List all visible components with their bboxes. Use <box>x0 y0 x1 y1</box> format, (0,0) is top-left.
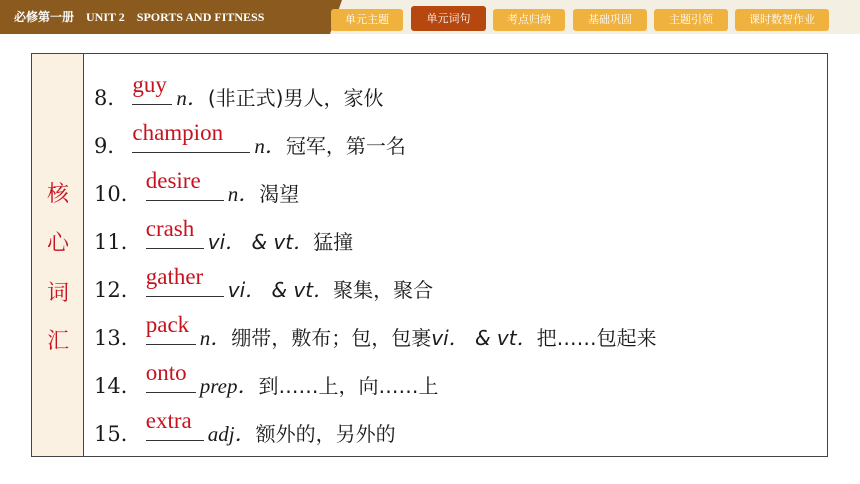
part-of-speech: vi． & vt． <box>207 230 314 254</box>
item-number: 11． <box>94 230 142 254</box>
answer-text: extra <box>145 408 192 433</box>
item-number: 15． <box>94 422 142 446</box>
answer-text: crash <box>145 216 195 241</box>
answer-blank <box>145 168 224 201</box>
part-of-speech: n． <box>176 86 208 110</box>
answer-blank <box>145 216 204 249</box>
part-of-speech: prep． <box>199 374 259 398</box>
answer-text: champion <box>132 120 224 145</box>
part-of-speech: n． <box>254 134 286 158</box>
item-number: 10． <box>94 182 142 206</box>
nav-homework[interactable]: 课时数智作业 <box>735 9 829 31</box>
answer-text: onto <box>145 360 187 385</box>
nav-basic-practice[interactable]: 基础巩固 <box>573 9 647 31</box>
part-of-speech: adj． <box>207 422 256 446</box>
answer-blank <box>145 360 196 393</box>
meaning: 猛撞 <box>313 230 354 254</box>
vocab-row <box>94 168 300 208</box>
side-char: 汇 <box>46 329 69 354</box>
meaning: 冠军，第一名 <box>285 134 406 158</box>
item-number: 13． <box>94 326 142 350</box>
item-number: 9． <box>94 134 129 158</box>
meaning: 渴望 <box>259 182 300 206</box>
side-label <box>32 54 84 456</box>
vocab-row <box>94 216 354 256</box>
vocab-row <box>94 264 434 304</box>
vocab-row <box>94 312 657 352</box>
nav-unit-words[interactable]: 单元词句 <box>411 6 486 31</box>
part-of-speech: n． <box>227 182 260 206</box>
answer-blank <box>145 312 196 345</box>
side-char: 词 <box>46 281 69 306</box>
item-number: 14． <box>94 374 142 398</box>
part-of-speech: n． <box>199 326 232 350</box>
answer-blank <box>132 120 250 153</box>
meaning: (非正式)男人，家伙 <box>207 86 384 110</box>
nav-unit-theme[interactable]: 单元主题 <box>331 9 403 31</box>
meaning-2: 把……包起来 <box>536 326 657 350</box>
answer-text: desire <box>145 168 201 193</box>
answer-text: guy <box>132 72 167 97</box>
vocab-row <box>94 120 406 160</box>
vocab-row <box>94 72 384 112</box>
answer-text: pack <box>145 312 190 337</box>
answer-blank <box>132 72 172 105</box>
meaning: 聚集，聚合 <box>333 278 434 302</box>
item-number: 8． <box>94 86 129 110</box>
part-of-speech: vi． & vt． <box>227 278 334 302</box>
meaning: 绷带，敷布；包，包裹 <box>231 326 432 350</box>
side-char: 核 <box>46 182 69 207</box>
vocab-row <box>94 360 439 400</box>
answer-blank <box>145 408 204 441</box>
answer-blank <box>145 264 224 297</box>
answer-text: gather <box>145 264 204 289</box>
side-char: 心 <box>46 231 69 256</box>
vocab-row <box>94 408 396 448</box>
vocab-panel <box>31 53 828 457</box>
meaning: 额外的，另外的 <box>255 422 396 446</box>
nav-theme-guide[interactable]: 主题引领 <box>654 9 728 31</box>
unit-title: 必修第一册 UNIT 2 SPORTS AND FITNESS <box>0 0 330 34</box>
nav-key-points[interactable]: 考点归纳 <box>493 9 565 31</box>
item-number: 12． <box>94 278 142 302</box>
part-of-speech-2: vi． & vt． <box>431 326 537 350</box>
meaning: 到……上，向……上 <box>258 374 439 398</box>
